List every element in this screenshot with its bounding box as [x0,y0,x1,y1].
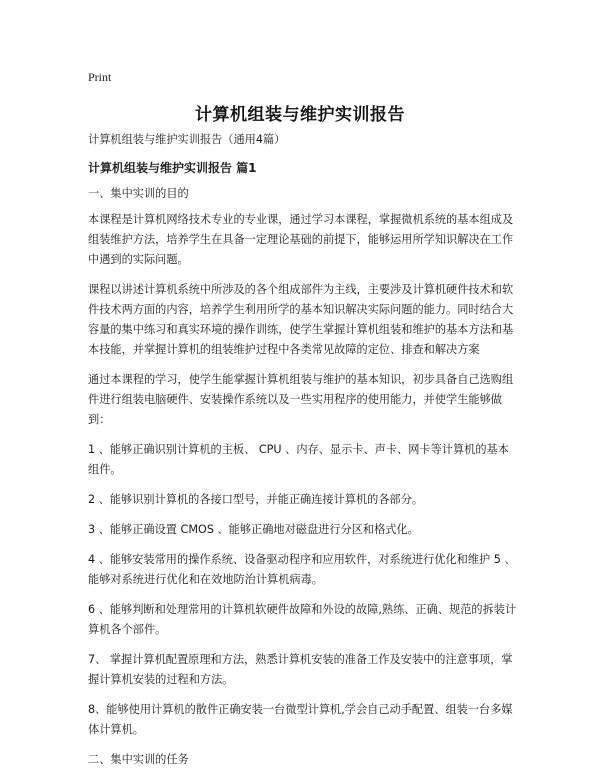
paragraph-goals: 通过本课程的学习，使学生能掌握计算机组装与维护的基本知识，初步具备自己选购组件进行组装电脑硬件、安装操作系统以及一些实用程序的使用能力，并使学生能够做到： [88,373,514,426]
paragraph-intro: 本课程是计算机网络技术专业的专业课，通过学习本课程，掌握微机系统的基本组成及组装维护方法，培养学生在具备一定理论基础的前提下，能够运用所学知识解决在工作中遇到的实际问题。 [88,213,514,266]
list-item: 3 、能够正确设置 CMOS 、能够正确地对磁盘进行分区和格式化。 [88,523,419,536]
paragraph-course: 课程以讲述计算机系统中所涉及的各个组成部件为主线，主要涉及计算机硬件技术和软件技术两方面的内容，培养学生利用所学的基本知识解决实际问题的能力。同时结合大容量的集中练习和真实环境的操作训练，使学生掌握计算机组装和维护的基本方法和基本技能，并掌握计算机的组装维护过程中各类常见故障的定位、排查和解决方案 [88,283,514,356]
list-item: 1 、能够正确识别计算机的主板、 CPU 、内存、显示卡、声卡、网卡等计算机的基本组件。 [88,443,509,476]
document-body [88,130,520,780]
list-item: 7、 掌握计算机配置原理和方法，熟悉计算机安装的准备工作及安装中的注意事项，掌握计算机安装的过程和方法。 [88,653,513,686]
heading-tasks: 二、集中实训的任务 [88,753,189,766]
print-label: Print [88,70,112,84]
heading-purpose: 一、集中实训的目的 [88,187,189,200]
document-subtitle: 计算机组装与维护实训报告（通用4篇） [88,133,286,146]
list-item: 8、能够使用计算机的散件正确安装一台微型计算机,学会自己动手配置、组装一台多媒体计算机。 [88,703,513,736]
list-item: 4 、能够安装常用的操作系统、设备驱动程序和应用软件，对系统进行优化和维护 5 、能够对系统进行优化和在效地防治计算机病毒。 [88,553,516,586]
list-item: 6 、能够判断和处理常用的计算机软硬件故障和外设的故障,熟练、正确、规范的拆装计算机各个部件。 [88,603,517,636]
document-title: 计算机组装与维护实训报告 [195,105,405,125]
list-item: 2 、能够识别计算机的各接口型号，并能正确连接计算机的各部分。 [88,493,424,506]
section-title: 计算机组装与维护实训报告 篇1 [88,161,257,175]
objective-list [88,440,520,740]
